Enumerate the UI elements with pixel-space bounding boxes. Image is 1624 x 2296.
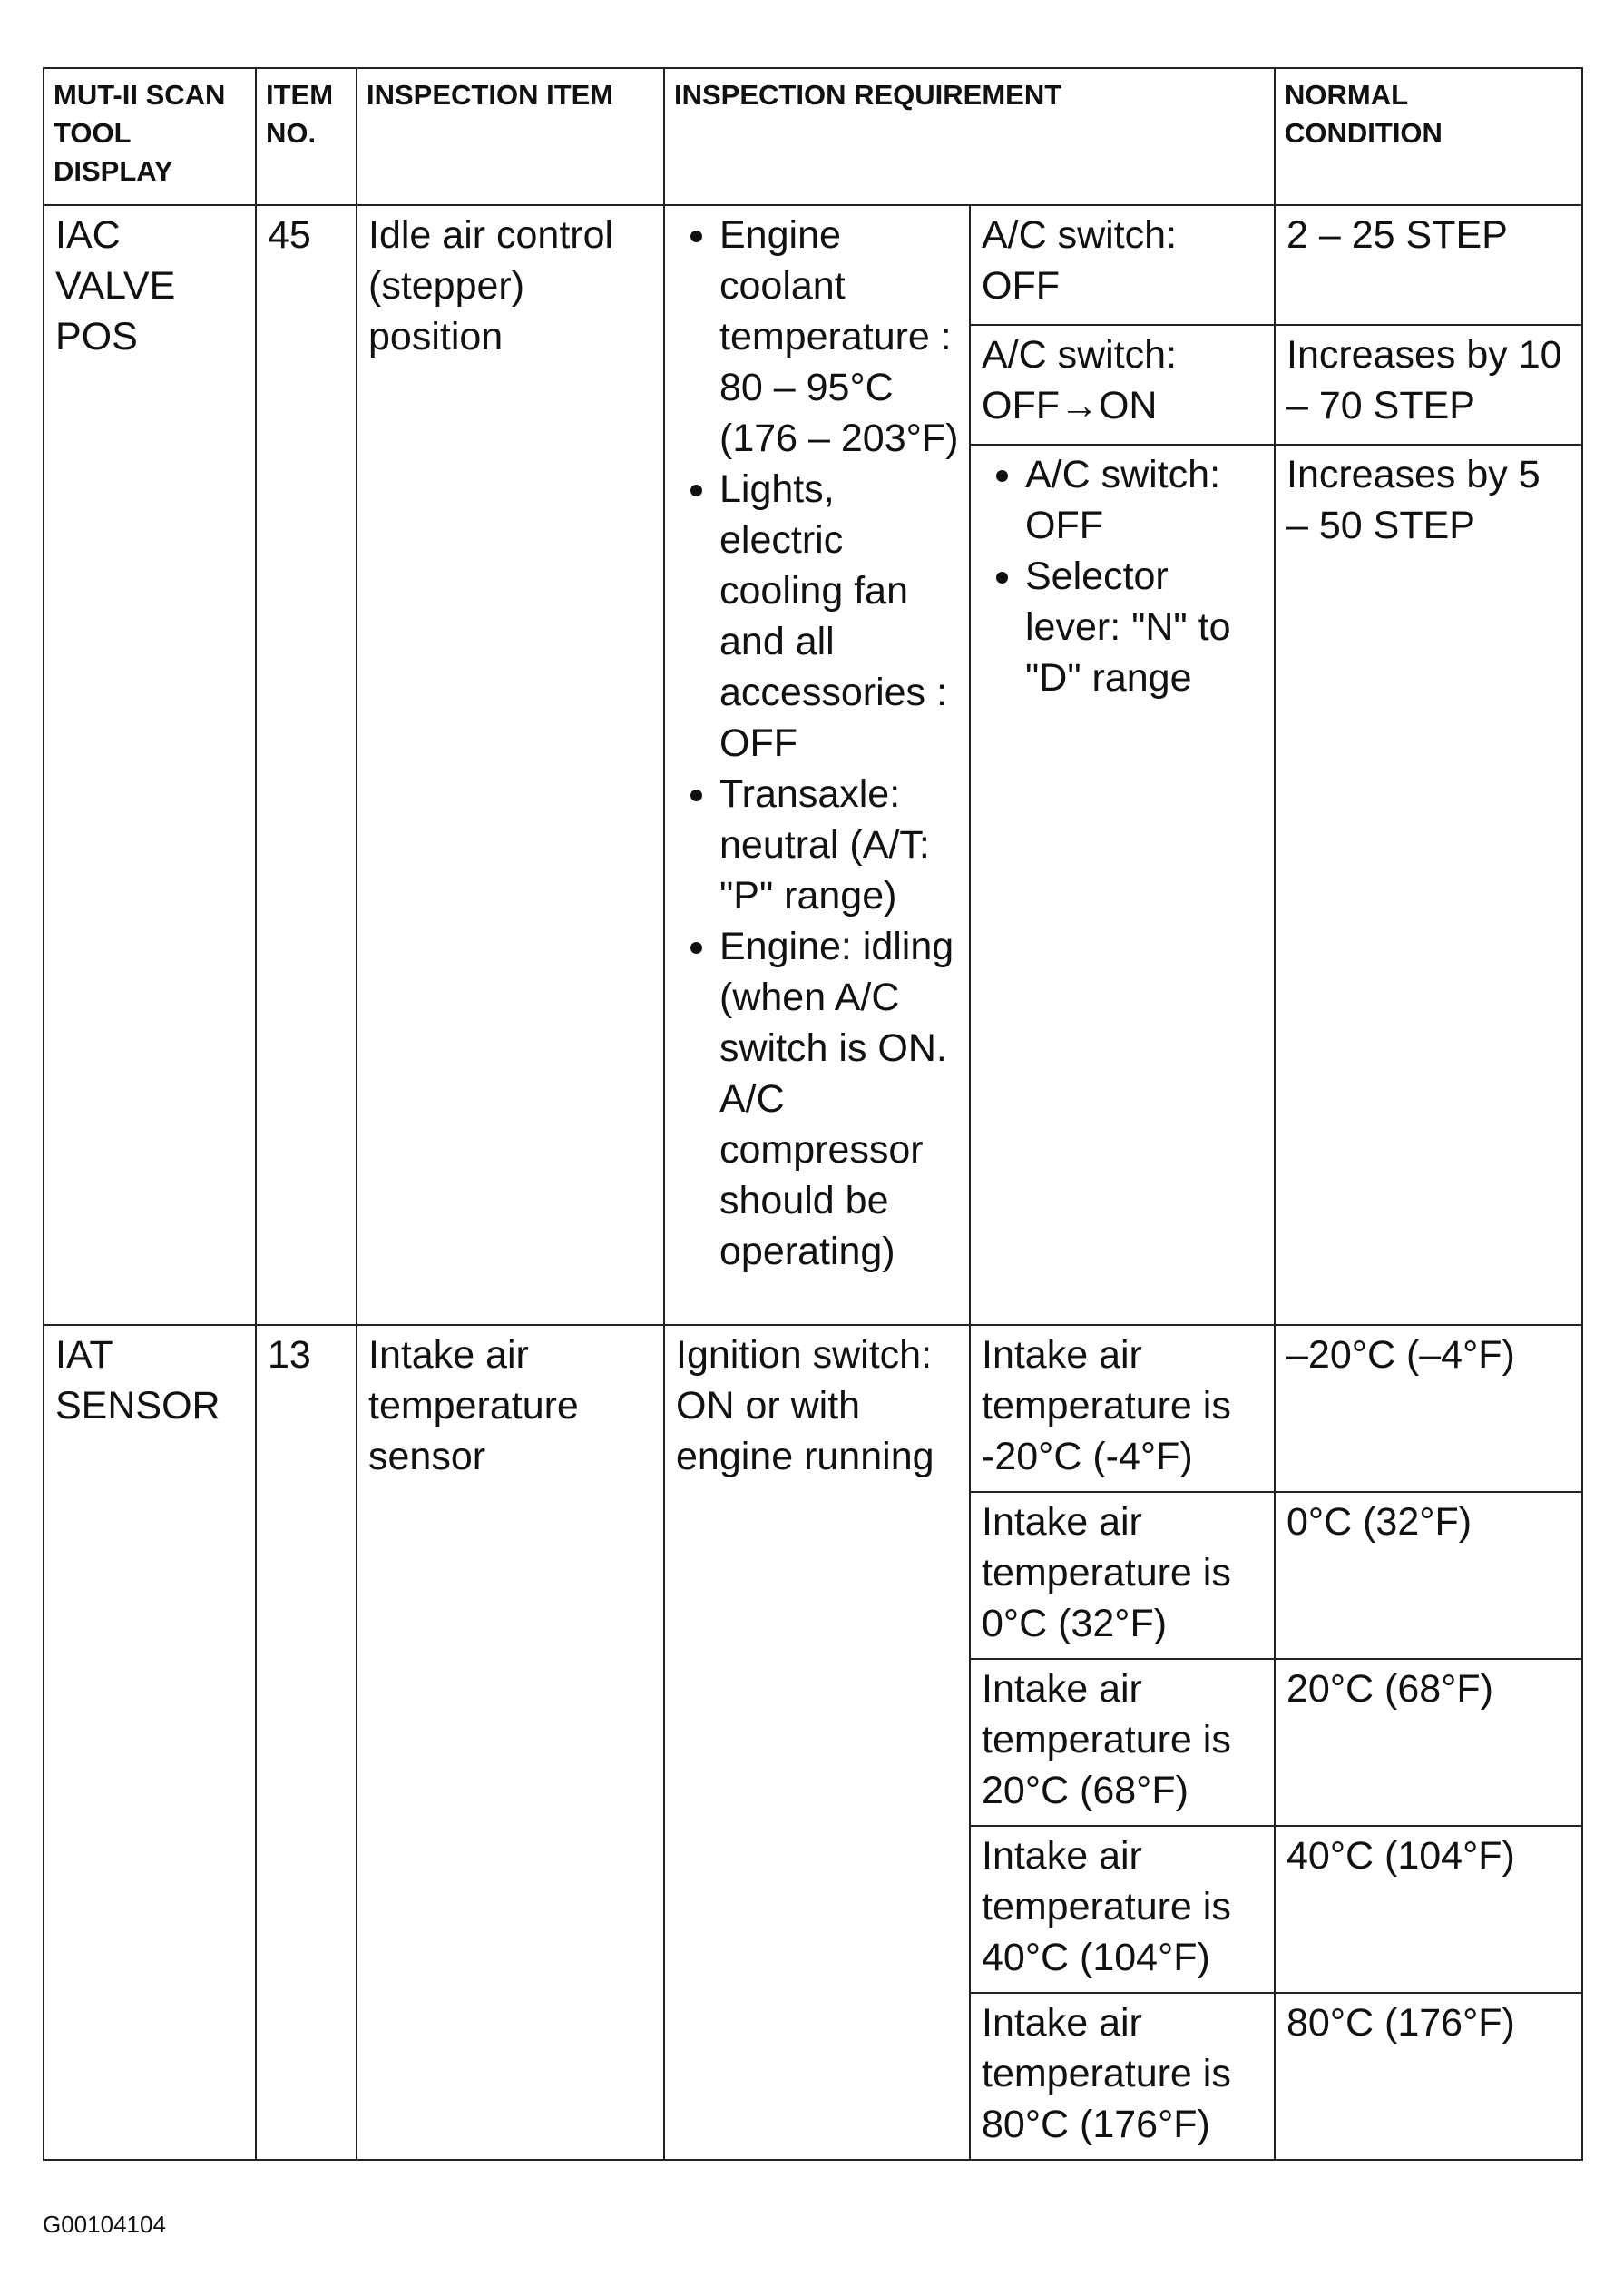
list-item: • Engine: idling (when A/C switch is ON. A/C compressor should be operating) <box>719 921 960 1277</box>
table-row <box>44 1325 1582 1492</box>
iac-item-no: 45 <box>256 205 357 1325</box>
list-item: • Transaxle: neutral (A/T: "P" range) <box>719 769 960 921</box>
header-inspection-requirement: INSPECTION REQUIREMENT <box>664 68 1275 205</box>
iat-display: IAT SENSOR <box>44 1325 256 2160</box>
iat-condition: Intake air temperature is -20°C (-4°F) <box>970 1325 1275 1492</box>
inspection-table <box>43 67 1583 2161</box>
iac-display: IAC VALVE POS <box>44 205 256 1325</box>
figure-id: G00104104 <box>43 2211 166 2238</box>
iac-normal: Increases by 5 – 50 STEP <box>1275 445 1582 1325</box>
header-item-no: ITEM NO. <box>256 68 357 205</box>
list-item: • A/C switch: OFF <box>1025 449 1265 551</box>
header-display: MUT-II SCAN TOOL DISPLAY <box>44 68 256 205</box>
iac-requirements <box>664 205 970 1325</box>
iac-normal: 2 – 25 STEP <box>1275 205 1582 325</box>
list-item: • Selector lever: "N" to "D" range <box>1025 551 1265 703</box>
list-item: • Lights, electric cooling fan and all accessories : OFF <box>719 464 960 769</box>
iat-normal: 0°C (32°F) <box>1275 1492 1582 1659</box>
header-row <box>44 68 1582 205</box>
iat-condition: Intake air temperature is 80°C (176°F) <box>970 1993 1275 2160</box>
iat-condition: Intake air temperature is 0°C (32°F) <box>970 1492 1275 1659</box>
iac-normal: Increases by 10 – 70 STEP <box>1275 325 1582 445</box>
iat-normal: 80°C (176°F) <box>1275 1993 1582 2160</box>
header-normal-condition: NORMAL CONDITION <box>1275 68 1582 205</box>
iac-condition: A/C switch: OFF→ON <box>970 325 1275 445</box>
iac-condition: A/C switch: OFF <box>970 205 1275 325</box>
iat-inspection-item: Intake air temperature sensor <box>357 1325 664 2160</box>
list-item: • Engine coolant temperature : 80 – 95°C (176 – 203°F) <box>719 210 960 464</box>
iat-condition: Intake air temperature is 20°C (68°F) <box>970 1659 1275 1826</box>
iat-normal: 20°C (68°F) <box>1275 1659 1582 1826</box>
iat-condition: Intake air temperature is 40°C (104°F) <box>970 1826 1275 1993</box>
iat-item-no: 13 <box>256 1325 357 2160</box>
iat-requirement: Ignition switch: ON or with engine running <box>664 1325 970 2160</box>
iac-condition-list <box>982 449 1265 703</box>
iac-requirement-list <box>676 210 960 1277</box>
iat-normal: 40°C (104°F) <box>1275 1826 1582 1993</box>
iat-normal: –20°C (–4°F) <box>1275 1325 1582 1492</box>
table-row <box>44 205 1582 325</box>
iac-inspection-item: Idle air control (stepper) position <box>357 205 664 1325</box>
iac-condition <box>970 445 1275 1325</box>
header-inspection-item: INSPECTION ITEM <box>357 68 664 205</box>
